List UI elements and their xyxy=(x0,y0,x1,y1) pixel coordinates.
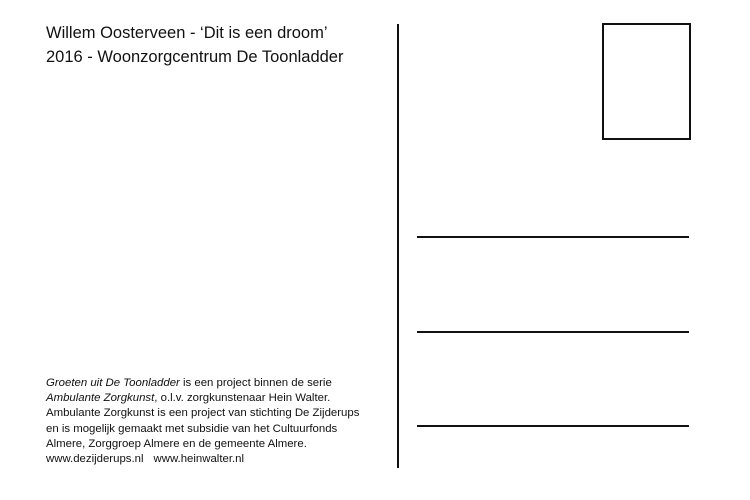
link-dezijderups[interactable]: www.dezijderups.nl xyxy=(46,453,144,466)
website-links xyxy=(46,452,391,467)
stamp-box xyxy=(602,23,691,140)
description-line-1-text: is een project binnen de serie xyxy=(179,377,332,389)
description-line-2 xyxy=(46,391,391,406)
description-line-4: en is mogelijk gemaakt met subsidie van het Cultuurfonds xyxy=(46,422,338,435)
project-description xyxy=(46,376,391,467)
postcard-divider xyxy=(397,24,399,468)
postcard-title xyxy=(46,21,343,69)
title-artist-line: Willem Oosterveen - ‘Dit is een droom’ xyxy=(46,24,328,42)
title-location-line: 2016 - Woonzorgcentrum De Toonladder xyxy=(46,48,344,66)
link-heinwalter[interactable]: www.heinwalter.nl xyxy=(153,453,245,466)
description-line-3: Ambulante Zorgkunst is een project van stichting De Zijderups xyxy=(46,407,360,420)
address-line-3 xyxy=(417,425,689,427)
description-line-5: Almere, Zorggroep Almere en de gemeente Almere. xyxy=(46,437,307,450)
address-line-2 xyxy=(417,331,689,333)
project-name: Ambulante Zorgkunst xyxy=(46,392,155,405)
description-line-1 xyxy=(46,376,391,391)
series-title: Groeten uit De Toonladder xyxy=(46,377,180,389)
address-line-1 xyxy=(417,236,689,238)
description-line-2-text: , o.l.v. zorgkunstenaar Hein Walter. xyxy=(154,392,331,405)
